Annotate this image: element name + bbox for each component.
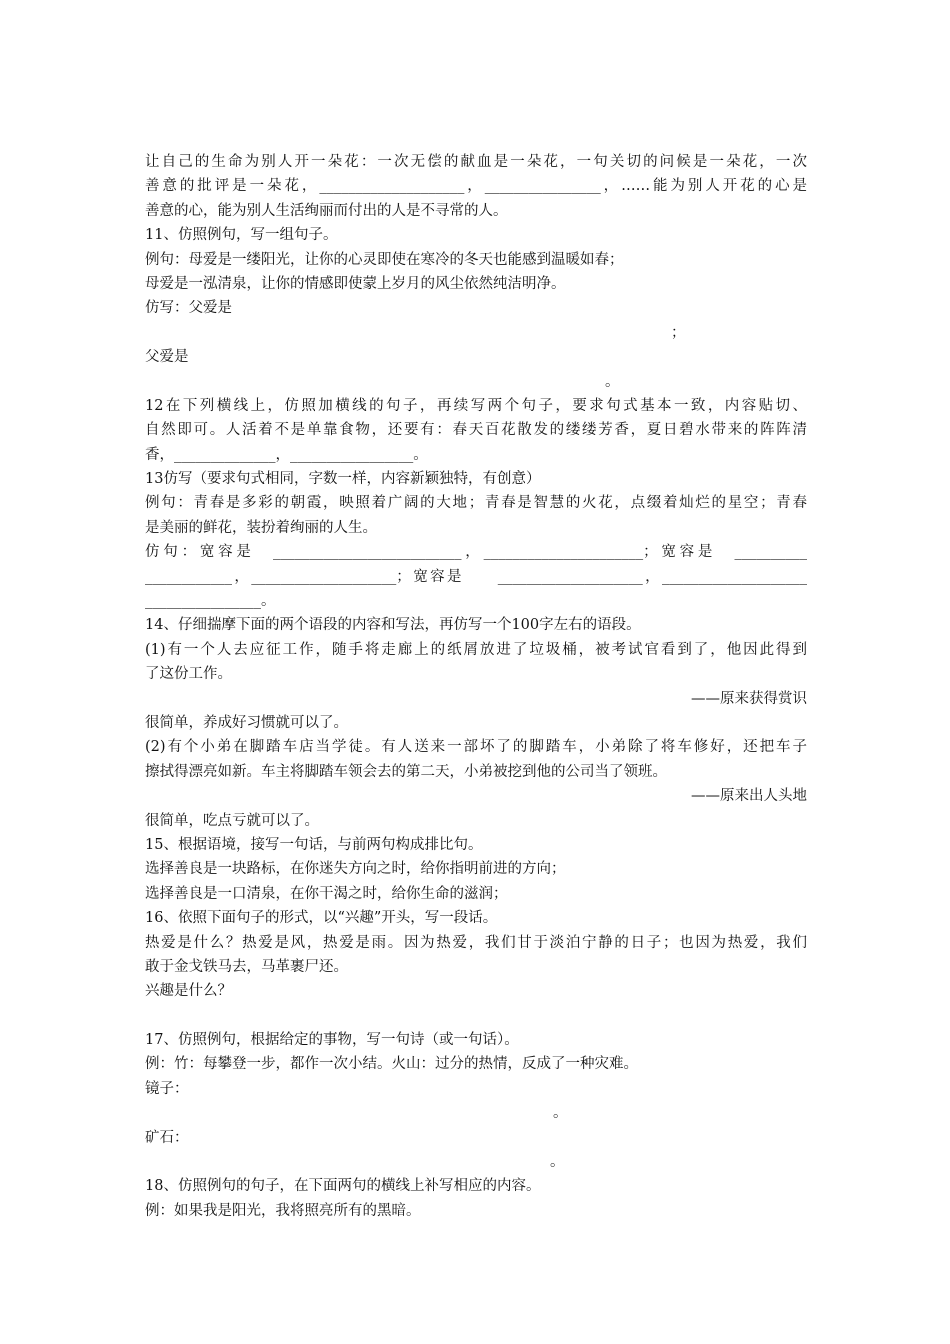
attribution-line: ——原来获得赏识 [691, 690, 807, 707]
text-line: 热爱是什么？热爱是风，热爱是雨。因为热爱，我们甘于淡泊宁静的日子；也因为热爱，我们 [145, 934, 807, 951]
text-line: 很简单，养成好习惯就可以了。 [145, 714, 348, 731]
text-line: 镜子： [145, 1080, 189, 1097]
answer-line [145, 1150, 807, 1174]
text-line: 了这份工作。 [145, 666, 232, 683]
text-line: 善意的心，能为别人生活绚丽而付出的人是不寻常的人。 [145, 202, 508, 219]
answer-line [145, 370, 807, 394]
text-line: 让自己的生命为别人开一朵花：一次无偿的献血是一朵花，一句关切的问候是一朵花，一次 [145, 154, 807, 170]
text-line: 香，______________，_________________。 [145, 446, 428, 463]
attribution-line: ——原来出人头地 [691, 788, 807, 805]
text-line: 选择善良是一块路标，在你迷失方向之时，给你指明前进的方向； [145, 861, 566, 878]
blank-space [145, 1004, 807, 1028]
question-15-heading: 15、根据语境，接写一句话，与前两句构成排比句。 [145, 836, 483, 853]
text-line: (1)有一个人去应征工作，随手将走廊上的纸屑放进了垃圾桶，被考试官看到了，他因此得到 [145, 641, 807, 658]
text-line: (2)有个小弟在脚踏车店当学徒。有人送来一部坏了的脚踏车，小弟除了将车修好，还把车子 [145, 739, 807, 756]
question-13-heading: 13仿写（要求句式相同，字数一样，内容新颖独特，有创意） [145, 471, 541, 488]
text-line: 例句：母爱是一缕阳光，让你的心灵即使在寒冷的冬天也能感到温暖如春； [145, 251, 624, 268]
period-mark: 。 [550, 1154, 565, 1171]
question-12-heading: 12在下列横线上，仿照加横线的句子，再续写两个句子，要求句式基本一致，内容贴切、 [145, 397, 807, 414]
question-11-heading: 11、仿照例句，写一组句子。 [145, 227, 338, 244]
semicolon-mark: ； [671, 324, 686, 341]
text-line: 例：如果我是阳光，我将照亮所有的黑暗。 [145, 1202, 421, 1219]
text-line: 敢于金戈铁马去，马革裹尸还。 [145, 958, 348, 975]
question-18-heading: 18、仿照例句的句子，在下面两句的横线上补写相应的内容。 [145, 1178, 541, 1195]
text-line: 仿句：宽容是 __________________________，______________________；宽容是 __________ [145, 544, 807, 561]
text-line: 矿石： [145, 1129, 189, 1146]
answer-line [145, 321, 807, 345]
question-14-heading: 14、仔细揣摩下面的两个语段的内容和写法，再仿写一个100字左右的语段。 [145, 617, 641, 634]
text-line: ________________。 [145, 593, 276, 610]
period-mark: 。 [605, 373, 620, 390]
text-line: 母爱是一泓清泉，让你的情感即使蒙上岁月的风尘依然纯洁明净。 [145, 275, 566, 292]
text-line: 父爱是 [145, 349, 189, 366]
text-line: 兴趣是什么？ [145, 983, 232, 1000]
text-line: 仿写：父爱是 [145, 300, 232, 317]
text-line: 擦拭得漂亮如新。车主将脚踏车领会去的第二天，小弟被挖到他的公司当了领班。 [145, 763, 667, 780]
document-page [145, 150, 807, 1223]
period-mark: 。 [553, 1105, 568, 1122]
text-line: 自然即可。人活着不是单靠食物，还要有：春天百花散发的缕缕芳香，夏日碧水带来的阵阵清 [145, 422, 807, 439]
question-17-heading: 17、仿照例句，根据给定的事物，写一句诗（或一句话）。 [145, 1032, 519, 1049]
text-line: 善意的批评是一朵花，____________________，________________，……能为别人开花的心是 [145, 178, 807, 195]
text-line: 例：竹：每攀登一步，都作一次小结。火山：过分的热情，反成了一种灾难。 [145, 1056, 638, 1073]
question-16-heading: 16、依照下面句子的形式，以“兴趣”开头，写一段话。 [145, 910, 498, 927]
answer-line [145, 1101, 807, 1125]
text-line: 是美丽的鲜花，装扮着绚丽的人生。 [145, 519, 377, 536]
text-line: 很简单，吃点亏就可以了。 [145, 812, 319, 829]
text-line: 例句：青春是多彩的朝霞，映照着广阔的大地；青春是智慧的火花，点缀着灿烂的星空；青春 [145, 495, 807, 512]
text-line: ____________，____________________；宽容是 ____________________，____________________ [145, 568, 807, 585]
text-line: 选择善良是一口清泉，在你干渴之时，给你生命的滋润； [145, 885, 508, 902]
